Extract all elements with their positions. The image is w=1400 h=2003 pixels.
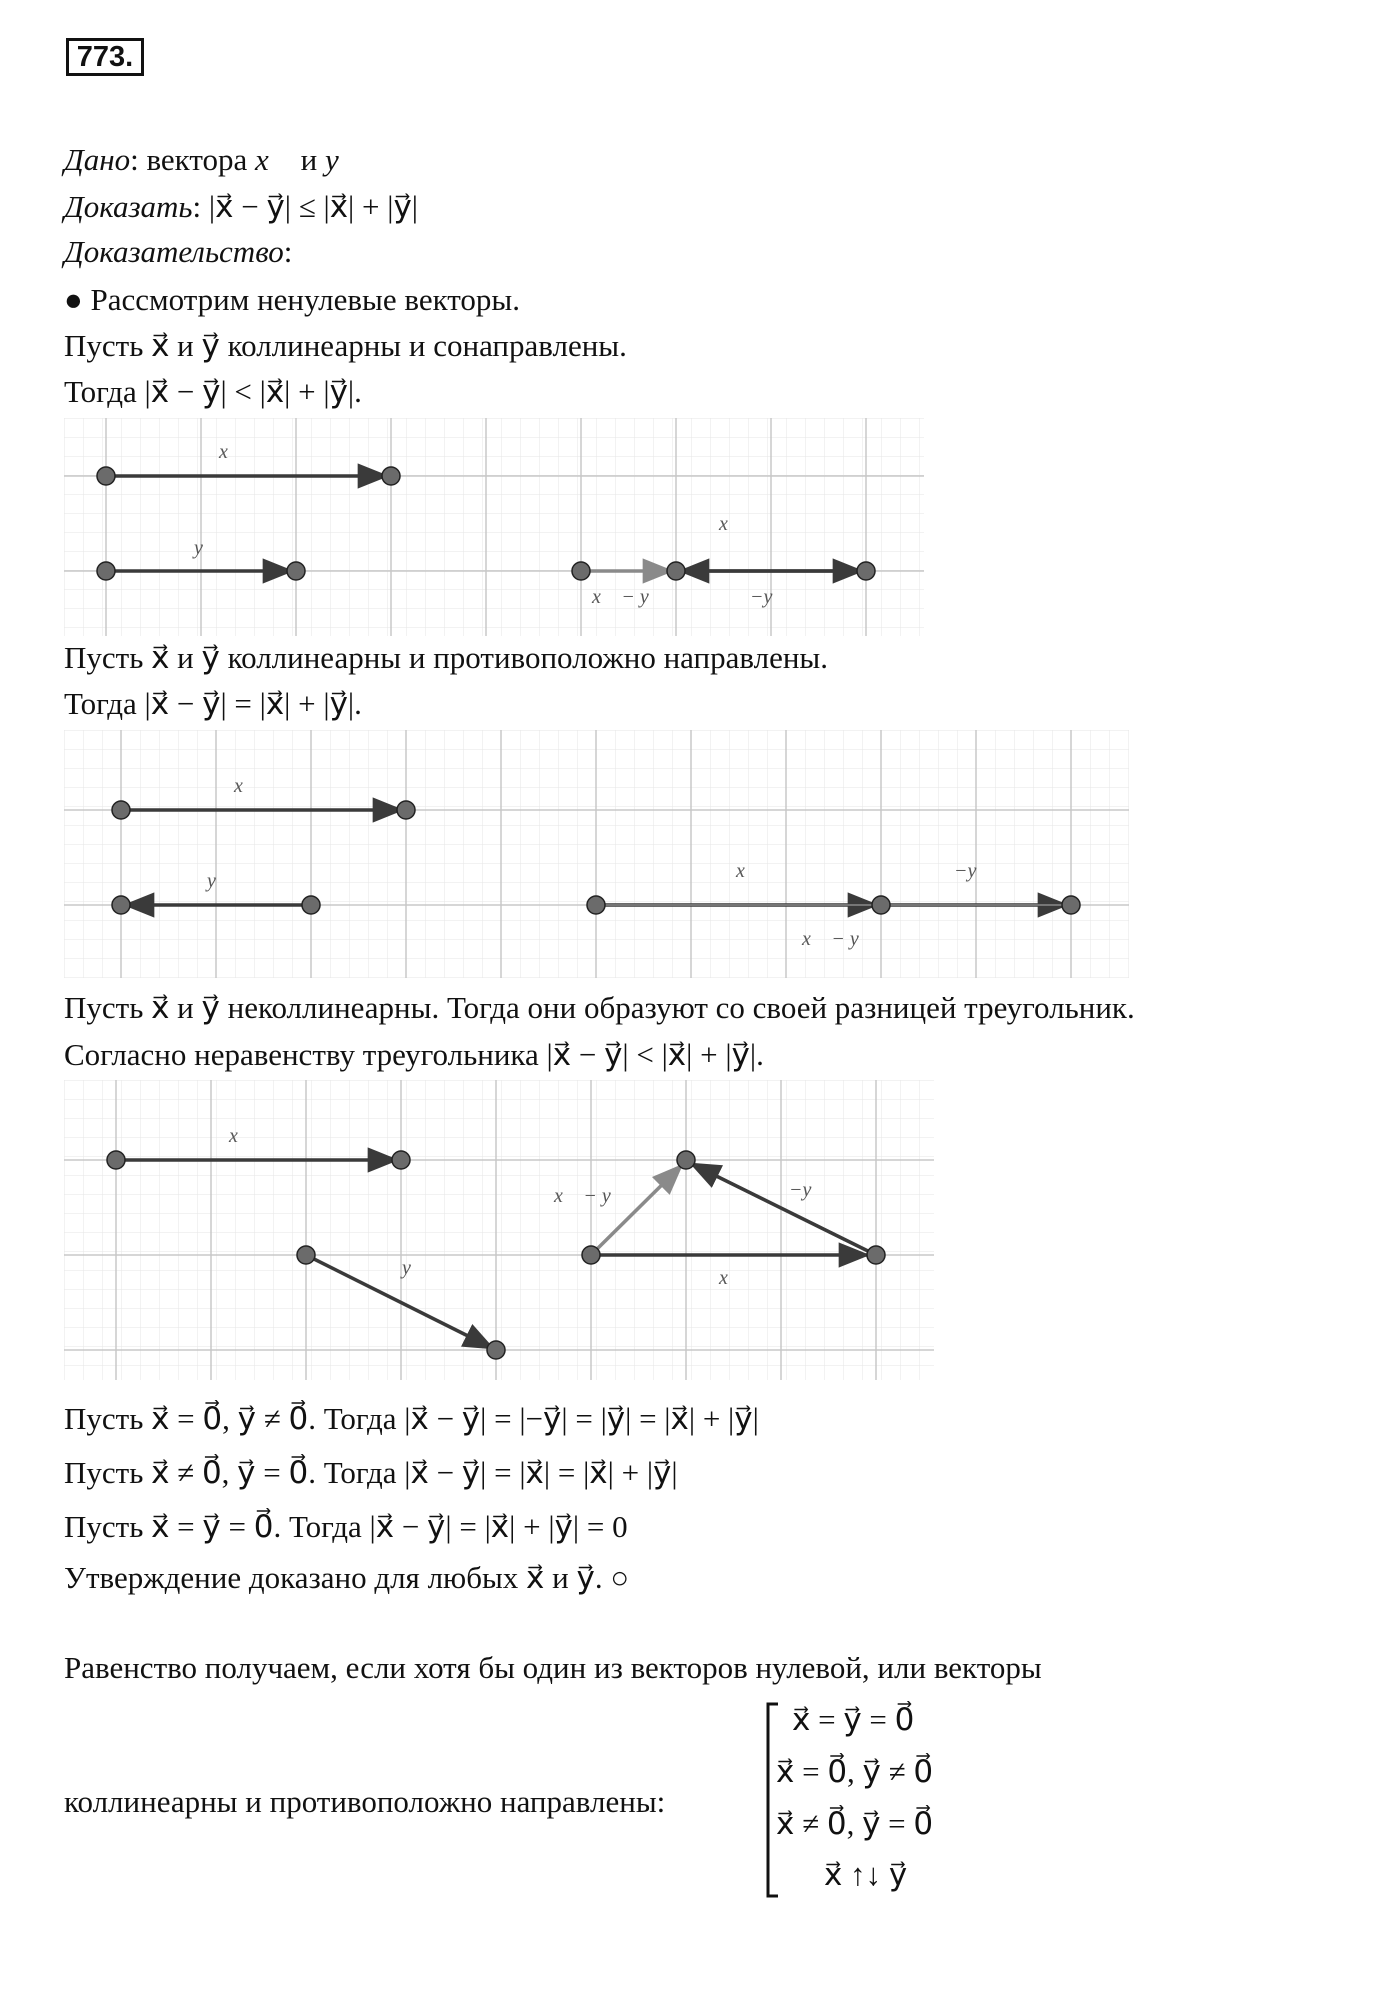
case3-line-b: Согласно неравенству треугольника |x⃗ − y⃗| < |x⃗| + |y⃗|. (64, 1037, 764, 1072)
proof-label: Доказательство (64, 234, 284, 269)
case2-line-a: Пусть x⃗ и y⃗ коллинеарны и противоположно направлены. (64, 640, 829, 675)
case2-line-b: Тогда |x⃗ − y⃗| = |x⃗| + |y⃗|. (64, 686, 362, 721)
case1-line-b: Тогда |x⃗ − y⃗| < |x⃗| + |y⃗|. (64, 374, 362, 409)
given-line (64, 138, 363, 182)
bullet-line: ● Рассмотрим ненулевые векторы. (64, 282, 520, 317)
label-neg-y: −y⃗ (750, 586, 788, 608)
label-x2: x⃗ (719, 513, 744, 535)
conditions-system (762, 1700, 1002, 1900)
proof-colon: : (283, 234, 293, 269)
label-x: x⃗ (234, 775, 259, 797)
label-x: x⃗ (219, 441, 244, 463)
label-y: y⃗ (207, 870, 232, 892)
label-y: y⃗ (194, 537, 219, 559)
given-x: x⃗ (255, 142, 293, 177)
label-diff: x⃗ − y⃗ (592, 586, 665, 608)
figure-collinear-codirected (64, 418, 924, 636)
label-x2: x⃗ (736, 860, 761, 882)
label-neg-y: −y⃗ (954, 860, 992, 882)
case1-line-a: Пусть x⃗ и y⃗ коллинеарны и сонаправлены. (64, 328, 627, 363)
proof-line (64, 230, 292, 274)
prove-line (64, 185, 418, 229)
given-text: : вектора (130, 142, 255, 177)
zero-case-2: Пусть x⃗ ≠ 0⃗, y⃗ = 0⃗. Тогда |x⃗ − y⃗| = |x⃗| = |x⃗| + |y⃗| (64, 1455, 678, 1490)
figure-collinear-opposite (64, 730, 1129, 978)
collinear-line: коллинеарны и противоположно направлены: (64, 1784, 666, 1819)
problem-number: 773. (66, 38, 144, 76)
zero-case-1: Пусть x⃗ = 0⃗, y⃗ ≠ 0⃗. Тогда |x⃗ − y⃗| = |−y⃗| = |y⃗| = |x⃗| + |y⃗| (64, 1401, 759, 1436)
condition-3: x⃗ ≠ 0⃗, y⃗ = 0⃗ (776, 1806, 934, 1841)
condition-2: x⃗ = 0⃗, y⃗ ≠ 0⃗ (776, 1754, 934, 1789)
prove-label: Доказать (64, 189, 193, 224)
prove-statement: : |x⃗ − y⃗| ≤ |x⃗| + |y⃗| (192, 189, 419, 224)
label-x2: x⃗ (719, 1267, 744, 1289)
condition-1: x⃗ = y⃗ = 0⃗ (792, 1702, 915, 1737)
given-and: и (292, 142, 325, 177)
label-diff: x⃗ − y⃗ (802, 928, 875, 950)
zero-case-3: Пусть x⃗ = y⃗ = 0⃗. Тогда |x⃗ − y⃗| = |x⃗| + |y⃗| = 0 (64, 1509, 628, 1544)
given-label: Дано (64, 142, 131, 177)
equality-line: Равенство получаем, если хотя бы один из векторов нулевой, или векторы (64, 1650, 1042, 1685)
case3-line-a: Пусть x⃗ и y⃗ неколлинеарны. Тогда они образуют со своей разницей треугольник. (64, 990, 1135, 1025)
label-neg-y: −y⃗ (789, 1179, 827, 1201)
label-x: x⃗ (229, 1125, 254, 1147)
proved-line: Утверждение доказано для любых x⃗ и y⃗. ○ (64, 1560, 630, 1595)
figure-noncollinear (64, 1080, 934, 1380)
label-diff: x⃗ − y⃗ (554, 1185, 627, 1207)
square-bracket (762, 1700, 782, 1900)
given-y: y⃗ (324, 142, 363, 177)
condition-4: x⃗ ↑↓ y⃗ (824, 1857, 908, 1892)
label-y: y⃗ (402, 1257, 427, 1279)
